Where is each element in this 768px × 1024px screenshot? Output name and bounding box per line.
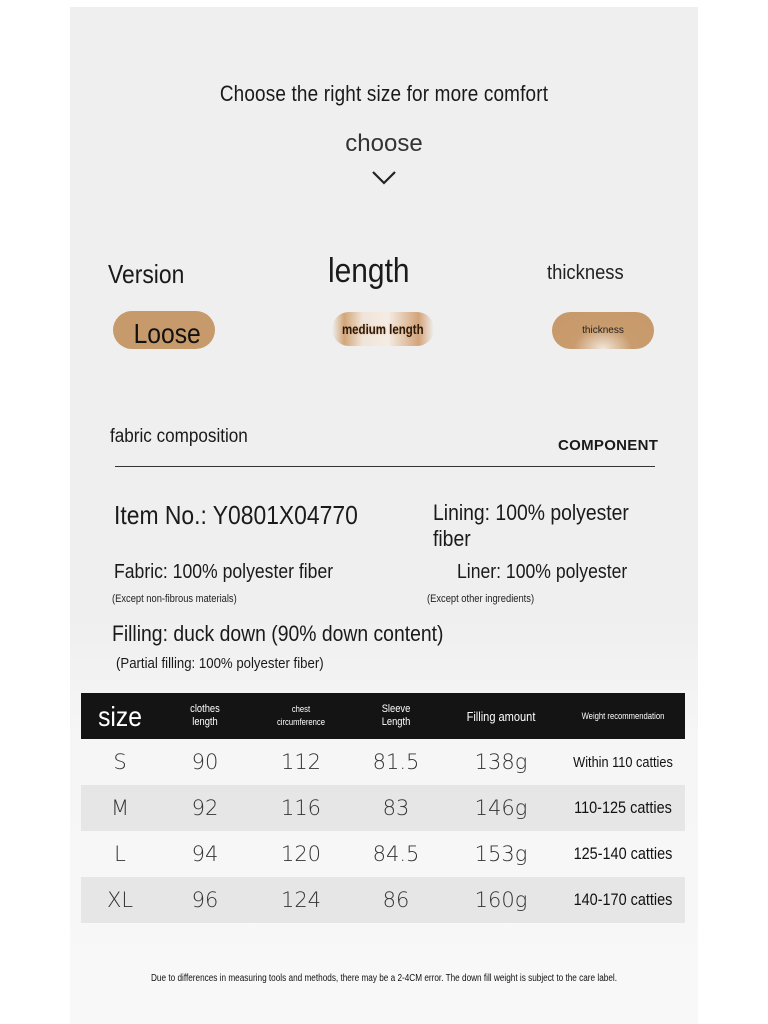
cell-chest: 112: [280, 750, 322, 774]
cell-filling: 138g: [474, 750, 528, 774]
thickness-badge: [552, 312, 654, 349]
cell-chest: 116: [280, 796, 322, 820]
length-badge: [332, 312, 434, 346]
fabric-spec: Fabric: 100% polyester fiber: [114, 561, 334, 583]
lining-spec: Lining: 100% polyester fiber: [433, 500, 629, 551]
cell-length: 90: [191, 750, 219, 774]
filling-note: (Partial filling: 100% polyester fiber): [116, 655, 324, 672]
thickness-value: thickness: [582, 325, 624, 336]
version-title: Version: [108, 259, 185, 289]
cell-filling: 146g: [474, 796, 528, 820]
size-guide-panel: [70, 7, 698, 1024]
cell-size: S: [113, 750, 127, 774]
cell-weight: 125-140 catties: [573, 844, 673, 863]
header-clothes-length: [166, 703, 244, 729]
cell-length: 92: [191, 796, 219, 820]
header-chest-line2: circumference: [276, 717, 326, 727]
version-badge: [113, 311, 215, 349]
headline: Choose the right size for more comfort: [219, 81, 549, 106]
header-sleeve-line2: Length: [381, 716, 411, 728]
cell-size: M: [110, 796, 130, 820]
cell-weight: 110-125 catties: [574, 798, 672, 817]
cell-filling: 153g: [474, 842, 528, 866]
table-row: [81, 739, 685, 785]
cell-sleeve: 84.5: [372, 842, 420, 866]
table-row: [81, 831, 685, 877]
header-filling: Filling amount: [466, 708, 536, 724]
footer-note: Due to differences in measuring tools and methods, there may be a 2-4CM error. The down fill weight is subject to the care label.: [151, 973, 617, 984]
thickness-title: thickness: [547, 262, 624, 284]
version-value: Loose: [133, 318, 201, 349]
size-table: [81, 693, 685, 923]
cell-chest: 124: [280, 888, 322, 912]
table-row: [81, 785, 685, 831]
cell-chest: 120: [280, 842, 322, 866]
fabric-note: (Except non-fibrous materials): [112, 593, 237, 605]
cell-length: 96: [191, 888, 219, 912]
cell-length: 94: [191, 842, 219, 866]
item-number: Item No.: Y0801X04770: [114, 500, 358, 530]
header-clothes-length-line2: length: [192, 716, 218, 728]
header-clothes-length-line1: clothes: [190, 703, 220, 715]
liner-note: (Except other ingredients): [427, 593, 535, 605]
cell-filling: 160g: [474, 888, 528, 912]
header-sleeve: [358, 703, 435, 729]
length-title: length: [328, 252, 410, 290]
header-sleeve-line1: Sleeve: [381, 703, 411, 715]
filling-spec: Filling: duck down (90% down content): [112, 621, 444, 646]
cell-sleeve: 83: [382, 796, 410, 820]
header-size: size: [98, 700, 142, 732]
cell-size: L: [114, 842, 126, 866]
choose-label: choose: [345, 130, 423, 157]
chevron-down-icon: [371, 169, 397, 187]
fabric-composition-title: fabric composition: [110, 426, 248, 447]
header-chest: [259, 703, 344, 729]
table-row: [81, 877, 685, 923]
cell-weight: Within 110 catties: [573, 753, 673, 771]
cell-weight: 140-170 catties: [573, 890, 673, 909]
size-table-header: [81, 693, 685, 739]
header-chest-line1: chest: [291, 704, 311, 714]
cell-sleeve: 81.5: [372, 750, 420, 774]
header-weight: Weight recommendation: [581, 710, 665, 721]
length-value: medium length: [342, 321, 424, 337]
divider: [115, 466, 655, 467]
cell-sleeve: 86: [382, 888, 410, 912]
component-label: COMPONENT: [558, 437, 659, 454]
cell-size: XL: [106, 888, 134, 912]
liner-spec: Liner: 100% polyester: [457, 561, 628, 583]
